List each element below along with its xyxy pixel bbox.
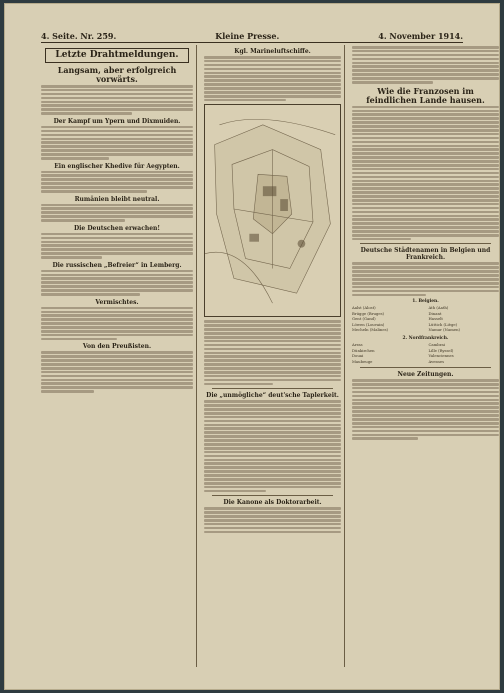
map-illustration [204, 104, 341, 317]
headline-kampf: Der Kampf um Ypern und Dixmuiden. [53, 117, 181, 125]
headline-langsam: Langsam, aber erfolgreich vorwärts. [57, 65, 177, 84]
list-item: Maubeuge [352, 358, 373, 364]
article-text [352, 46, 499, 84]
list-item: Avesnes [428, 358, 445, 364]
article-text [41, 204, 193, 222]
header-masthead: Kleine Presse. [215, 30, 280, 41]
divider [360, 243, 491, 244]
header-date: 4. November 1914. [378, 30, 463, 41]
headline-unmoeglich: Die „unmögliche“ deut'sche Taplerkeit. [206, 392, 339, 400]
article-text [204, 507, 341, 533]
list-item: Dünkirchen [352, 347, 375, 353]
list-item: Valenciennes [428, 353, 454, 359]
headline-kanone: Die Kanone als Doktorarbeit. [223, 499, 322, 507]
headline-khedive: Ein englischer Khedive für Aegypten. [54, 162, 180, 170]
column-2 [201, 45, 345, 667]
headline-befreier: Die russischen „Befreier“ in Lemberg. [52, 261, 182, 269]
headline-preussen: Von den Preußisten. [82, 343, 152, 351]
list-caption-frankreich: 2. Nordfrankreich. [402, 335, 449, 341]
list-item: Dinant [428, 310, 442, 316]
list-caption-belgien: 1. Belgien. [412, 299, 439, 305]
divider [360, 367, 491, 368]
section-box-title: Letzte Drahtmeldungen. [45, 48, 189, 63]
list-item: Gent (Gand) [352, 316, 376, 322]
column-3 [349, 45, 499, 667]
column-1 [41, 45, 197, 667]
page-header [41, 31, 463, 43]
header-page-number: 4. Seite. Nr. 259. [41, 30, 117, 41]
article-text [352, 106, 499, 241]
divider [212, 495, 333, 496]
article-text [204, 56, 341, 101]
list-item: Arras [352, 342, 363, 348]
headline-marine: Kgl. Marineluftschiffe. [234, 48, 311, 55]
article-text [204, 400, 341, 492]
headline-rumaenien: Rumänien bleibt neutral. [74, 195, 160, 203]
article-text [204, 320, 341, 385]
divider [212, 388, 333, 389]
article-text [41, 85, 193, 115]
article-text [41, 233, 193, 259]
list-item: Ath (Aath) [428, 305, 449, 311]
headline-staedtenamen: Deutsche Städtenamen in Belgien und Frankreich. [360, 247, 491, 262]
article-text [352, 262, 499, 296]
list-item: Brügge (Bruges) [352, 310, 385, 316]
headline-deutschen: Die Deutschen erwachen! [73, 224, 161, 232]
list-item: Lille (Ryssel) [428, 347, 454, 353]
list-item: Douai [352, 353, 364, 359]
article-text [41, 307, 193, 341]
list-item: Cambrai [428, 342, 445, 348]
article-text [41, 351, 193, 393]
city-list-belgien [352, 306, 499, 333]
article-text [41, 126, 193, 160]
list-item: Aalst (Alost) [352, 305, 376, 311]
headline-franzosen: Wie die Franzosen im feindlichen Lande hausen. [366, 85, 485, 105]
map-drawing [205, 105, 340, 316]
headline-zeitungen: Neue Zeitungen. [397, 371, 454, 379]
list-item: Lüttich (Liège) [428, 321, 458, 327]
city-list-frankreich [352, 343, 499, 364]
list-item: Hasselt [428, 316, 443, 322]
list-item: Namur (Namen) [428, 327, 460, 333]
list-item: Mecheln (Malines) [352, 327, 389, 333]
headline-vermischtes: Vermischtes. [95, 298, 139, 306]
article-text [352, 379, 499, 440]
list-item: Löwen (Louvain) [352, 321, 385, 327]
article-text [41, 270, 193, 296]
newspaper-page [4, 3, 500, 690]
article-text [41, 171, 193, 193]
